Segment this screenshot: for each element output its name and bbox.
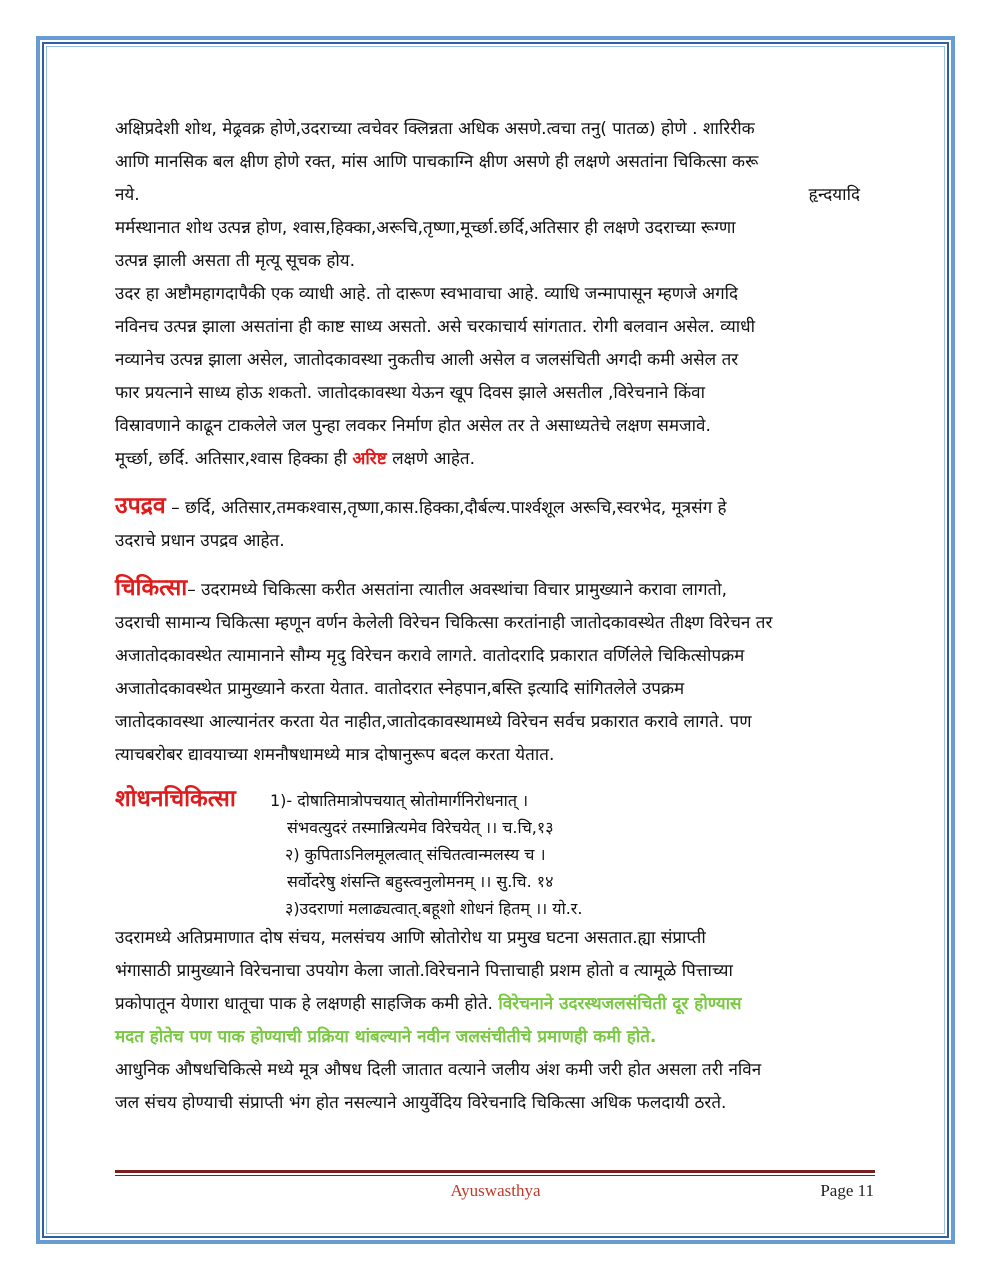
paragraph-line: उत्पन्न झाली असता ती मृत्यू सूचक होय. xyxy=(115,251,356,271)
line-text-right: हृन्दयादि xyxy=(808,185,860,205)
line-text: मूर्च्छा, छर्दि. अतिसार,श्वास हिक्का ही xyxy=(115,449,353,469)
verse-line: संभवत्युदरं तस्मान्नित्यमेव विरेचयेत् ।। च.चि,१३ xyxy=(287,818,554,837)
green-highlight-line: मदत होतेच पण पाक होण्याची प्रक्रिया थांबल्याने नवीन जलसंचीतीचे प्रमाणही कमी होते. xyxy=(115,1027,657,1047)
footer-title: Ayuswasthya xyxy=(450,1181,541,1200)
paragraph-line: त्याचबरोबर द्यावयाच्या शमनौषधामध्ये मात्र दोषानुरूप बदल करता येतात. xyxy=(115,745,555,765)
paragraph-line: मर्मस्थानात शोथ उत्पन्न होण, श्वास,हिक्का,अरूचि,तृष्णा,मूर्च्छा.छर्दि,अतिसार ही लक्षणे उदराच्या रूग्णा xyxy=(115,218,736,238)
shodhan-heading: शोधनचिकित्सा xyxy=(115,786,236,812)
paragraph-line: अजातोदकावस्थेत प्रामुख्याने करता येतात. वातोदरात स्नेहपान,बस्ति इत्यादि सांगितलेले उपक्रम xyxy=(115,679,685,699)
paragraph-line: अक्षिप्रदेशी शोथ, मेढ्रवक्र होणे,उदराच्या त्वचेवर क्लिन्नता अधिक असणे.त्वचा तनु( पातळ) होणे . शारिरीक xyxy=(115,119,755,139)
paragraph-line xyxy=(115,179,860,212)
green-highlight: विरेचनाने उदरस्थजलसंचिती दूर होण्यास xyxy=(498,994,742,1014)
paragraph-line: नव्यानेच उत्पन्न झाला असेल, जातोदकावस्था नुकतीच आली असेल व जलसंचिती अगदी कमी असेल तर xyxy=(115,350,739,370)
document-body xyxy=(115,113,860,1120)
footer-rule-thin xyxy=(115,1175,875,1176)
footer-rule xyxy=(115,1170,875,1173)
paragraph-line: जल संचय होण्याची संप्राप्ती भंग होत नसल्याने आयुर्वेदिय विरेचनादि चिकित्सा अधिक फलदायी ठरते. xyxy=(115,1093,727,1113)
shodhan-section xyxy=(115,786,860,922)
line-text: – छर्दि, अतिसार,तमकश्वास,तृष्णा,कास.हिक्का,दौर्बल्य.पार्श्वशूल अरूचि,स्वरभेद, मूत्रसंग हे xyxy=(165,498,727,518)
paragraph-line: उदराची सामान्य चिकित्सा म्हणून वर्णन केलेली विरेचन चिकित्सा करतांनाही जातोदकावस्थेत तीक्ष्ण विरेचन तर xyxy=(115,613,773,633)
paragraph-line: नविनच उत्पन्न झाला असतांना ही काष्ट साध्य असतो. असे चरकाचार्य सांगतात. रोगी बलवान असेल. व्याधी xyxy=(115,317,756,337)
paragraph-line: जातोदकावस्था आल्यानंतर करता येत नाहीत,जातोदकावस्थामध्ये विरेचन सर्वच प्रकारात करावे लागते. पण xyxy=(115,712,752,732)
paragraph-line: आधुनिक औषधचिकित्से मध्ये मूत्र औषध दिली जातात वत्याने जलीय अंश कमी जरी होत असला तरी नविन xyxy=(115,1060,762,1080)
chikitsa-section xyxy=(115,572,860,607)
paragraph-line: उदराचे प्रधान उपद्रव आहेत. xyxy=(115,531,285,551)
verse-line: सर्वोदरेषु शंसन्ति बहुस्त्वनुलोमनम् ।। सु.चि. १४ xyxy=(287,872,554,891)
line-text: नये. xyxy=(115,185,140,205)
paragraph-line xyxy=(115,443,860,476)
line-text: प्रकोपातून येणारा धातूचा पाक हे लक्षणही साहजिक कमी होते. xyxy=(115,994,499,1014)
paragraph-line: विस्रावणाने काढून टाकलेले जल पुन्हा लवकर निर्माण होत असेल तर ते असाध्यतेचे लक्षण समजावे. xyxy=(115,416,711,436)
verse-line: ३)उदराणां मलाढ्यत्वात्.बहूशो शोधनं हितम् ।। यो.र. xyxy=(285,899,583,918)
line-text: – उदरामध्ये चिकित्सा करीत असतांना त्यातील अवस्थांचा विचार प्रामुख्याने करावा लागतो, xyxy=(187,580,728,600)
upadrav-section xyxy=(115,490,860,525)
paragraph-line: उदर हा अष्टौमहागदापैकी एक व्याधी आहे. तो दारूण स्वभावाचा आहे. व्याधि जन्मापासून म्हणजे अगदि xyxy=(115,284,739,304)
arishta-highlight: अरिष्ट xyxy=(352,449,387,469)
line-text: लक्षणे आहेत. xyxy=(386,449,475,469)
paragraph-line: अजातोदकावस्थेत त्यामानाने सौम्य मृदु विरेचन करावे लागते. वातोदरादि प्रकारात वर्णिलेले चिकित्सोपक्रम xyxy=(115,646,745,666)
chikitsa-heading: चिकित्सा xyxy=(115,575,188,601)
upadrav-heading: उपद्रव xyxy=(115,493,166,519)
paragraph-line: फार प्रयत्नाने साध्य होऊ शकतो. जातोदकावस्था येऊन खूप दिवस झाले असतील ,विरेचनाने किंवा xyxy=(115,383,706,403)
paragraph-line: उदरामध्ये अतिप्रमाणात दोष संचय, मलसंचय आणि स्रोतोरोध या प्रमुख घटना असतात.ह्या संप्राप्ती xyxy=(115,928,706,948)
verse-line: २) कुपिताऽनिलमूलत्वात् संचितत्वान्मलस्य च । xyxy=(285,845,546,864)
paragraph-line: आणि मानसिक बल क्षीण होणे रक्त, मांस आणि पाचकाग्नि क्षीण असणे ही लक्षणे असतांना चिकित्सा करू xyxy=(115,152,759,172)
paragraph-line: भंगासाठी प्रामुख्याने विरेचनाचा उपयोग केला जातो.विरेचनाने पित्ताचाही प्रशम होतो व त्यामूळे पित्ताच्या xyxy=(115,961,733,981)
page-number: Page 11 xyxy=(820,1181,874,1200)
paragraph-line xyxy=(115,988,860,1021)
verse-line: 1)- दोषातिमात्रोपचयात् स्रोतोमार्गनिरोधनात् । xyxy=(270,791,529,810)
